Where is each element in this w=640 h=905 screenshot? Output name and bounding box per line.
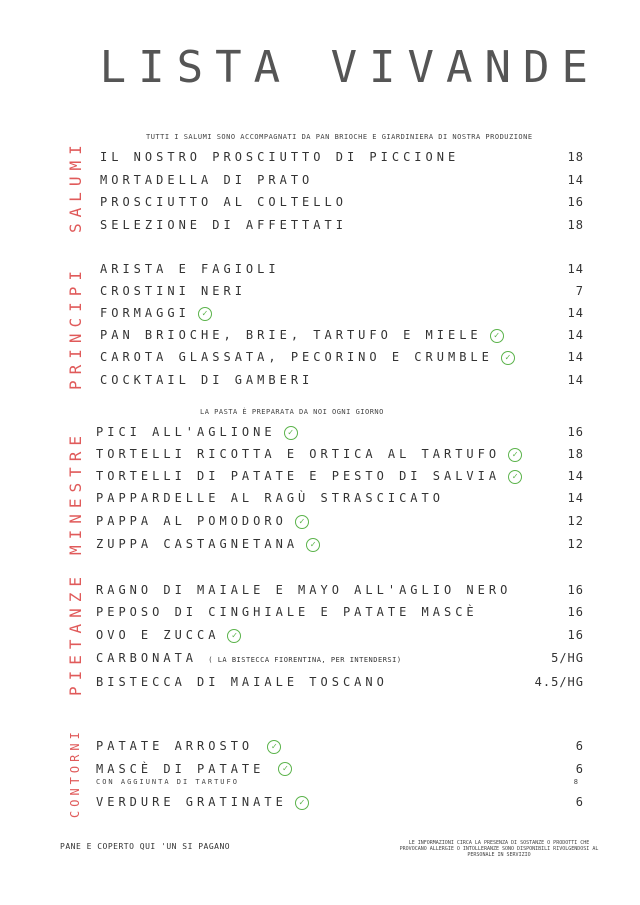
item-name: CROSTINI NERI [100,284,246,298]
leaf-icon: ✓ [508,470,522,484]
item-price: 16 [567,583,584,597]
leaf-icon: ✓ [267,740,281,754]
item-name-text: VERDURE GRATINATE [96,795,287,809]
leaf-icon: ✓ [295,515,309,529]
item-price: 16 [567,605,584,619]
item-price: 6 [575,739,584,753]
item-name: ARISTA E FAGIOLI [100,262,280,276]
item-name: COCKTAIL DI GAMBERI [100,373,314,387]
item-price: 14 [567,328,584,342]
item-aside: ( LA BISTECCA FIORENTINA, PER INTENDERSI) [208,656,402,664]
item-name [100,328,504,343]
item-price: 14 [567,469,584,483]
item-name [96,651,402,665]
item-subnote: CON AGGIUNTA DI TARTUFO [96,778,239,786]
list-item [0,514,640,534]
list-item [0,605,640,625]
list-item [0,262,640,282]
leaf-icon: ✓ [284,426,298,440]
list-item [0,306,640,326]
list-item [0,795,640,815]
item-price: 6 [575,795,584,809]
leaf-icon: ✓ [295,796,309,810]
item-price: 18 [567,447,584,461]
item-name [96,514,309,529]
item-name-text: PATATE ARROSTO [96,739,254,753]
item-price: 18 [567,218,584,232]
item-name: RAGNO DI MAIALE E MAYO ALL'AGLIO NERO [96,583,512,597]
list-item [0,373,640,393]
item-price: 14 [567,373,584,387]
leaf-icon: ✓ [501,351,515,365]
item-name: MORTADELLA DI PRATO [100,173,314,187]
list-item [0,447,640,467]
list-item [0,328,640,348]
leaf-icon: ✓ [198,307,212,321]
item-name-text: ZUPPA CASTAGNETANA [96,537,299,551]
item-name-text: FORMAGGI [100,306,190,320]
item-name: IL NOSTRO PROSCIUTTO DI PICCIONE [100,150,460,164]
item-price: 6 [575,762,584,776]
item-name [96,469,522,484]
item-name-text: MASCÈ DI PATATE [96,762,265,776]
allergen-notice: LE INFORMAZIONI CIRCA LA PRESENZA DI SOSTANZE O PRODOTTI CHE PROVOCANO ALLERGIE O INTOLLERANZE SONO DISPONIBILI RIVOLGENDOSI AL PERSONALE IN SERVIZIO [399,840,599,858]
item-name [96,739,281,754]
item-name: PAPPARDELLE AL RAGÙ STRASCICATO [96,491,444,505]
list-item [0,469,640,489]
item-subprice: 8 [573,778,580,786]
item-price: 16 [567,628,584,642]
list-item [0,195,640,215]
item-price: 18 [567,150,584,164]
item-price: 16 [567,425,584,439]
footer-note: PANE E COPERTO QUI 'UN SI PAGANO [60,842,231,851]
item-name [96,762,292,776]
section-label-principi: PRINCIPI [66,264,85,390]
item-name-text: CARBONATA [96,651,198,665]
minestre-note: LA PASTA È PREPARATA DA NOI OGNI GIORNO [200,408,384,416]
salumi-note: TUTTI I SALUMI SONO ACCOMPAGNATI DA PAN BRIOCHE E GIARDINIERA DI NOSTRA PRODUZIONE [146,133,533,141]
section-label-pietanze: PIETANZE [66,570,85,696]
list-item [0,491,640,511]
item-name [100,350,515,365]
section-label-contorni: CONTORNI [68,728,82,818]
list-item [0,651,640,671]
item-price: 14 [567,262,584,276]
item-name [96,795,309,810]
section-label-minestre: MINESTRE [66,429,85,555]
item-price: 16 [567,195,584,209]
list-item [0,537,640,557]
list-item [0,583,640,603]
item-name-text: PAN BRIOCHE, BRIE, TARTUFO E MIELE [100,328,482,342]
leaf-icon: ✓ [508,448,522,462]
item-name [96,425,298,440]
section-label-salumi: SALUMI [66,139,85,233]
item-price: 12 [567,514,584,528]
item-price: 12 [567,537,584,551]
item-name: BISTECCA DI MAIALE TOSCANO [96,675,388,689]
list-item [0,628,640,648]
item-name-text: OVO E ZUCCA [96,628,220,642]
item-price: 4.5/HG [534,675,584,689]
list-item [0,739,640,759]
list-item [0,425,640,445]
item-name [96,447,522,462]
item-name-text: TORTELLI DI PATATE E PESTO DI SALVIA [96,469,501,483]
list-item [0,150,640,170]
item-name-text: PICI ALL'AGLIONE [96,425,276,439]
item-name-text: TORTELLI RICOTTA E ORTICA AL TARTUFO [96,447,501,461]
item-price: 14 [567,173,584,187]
leaf-icon: ✓ [227,629,241,643]
item-name [100,306,212,321]
item-price: 14 [567,350,584,364]
item-name-text: PAPPA AL POMODORO [96,514,287,528]
item-price: 5/HG [551,651,584,665]
leaf-icon: ✓ [306,538,320,552]
list-item [0,675,640,695]
list-item [0,350,640,370]
item-name [96,537,320,552]
item-name: PEPOSO DI CINGHIALE E PATATE MASCÈ [96,605,478,619]
list-item [0,284,640,304]
item-name [96,628,241,643]
leaf-icon: ✓ [490,329,504,343]
item-name: SELEZIONE DI AFFETTATI [100,218,347,232]
item-name-text: CAROTA GLASSATA, PECORINO E CRUMBLE [100,350,493,364]
list-item [0,218,640,238]
page-title: LISTA VIVANDE [99,42,600,93]
item-price: 14 [567,491,584,505]
item-price: 7 [575,284,584,298]
list-item [0,173,640,193]
item-price: 14 [567,306,584,320]
leaf-icon: ✓ [278,762,292,776]
item-name: PROSCIUTTO AL COLTELLO [100,195,347,209]
